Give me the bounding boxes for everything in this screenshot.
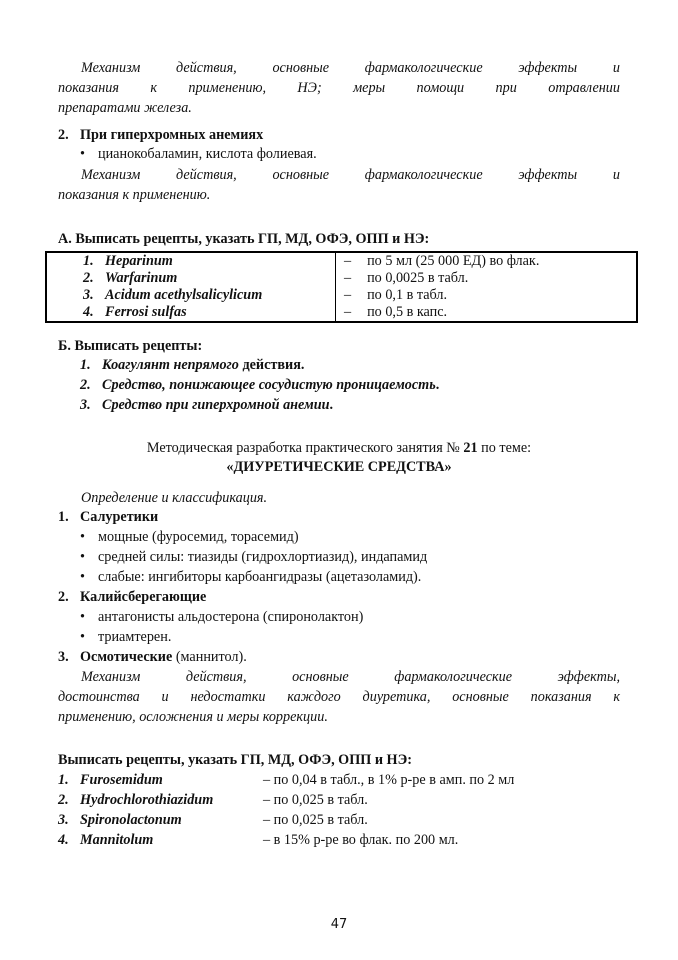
drug-form: по 5 мл (25 000 ЕД) во флак. (367, 253, 540, 269)
dash: – (344, 304, 352, 320)
heading-number: 2. (58, 127, 69, 143)
row-number: 2. (58, 792, 69, 808)
definition-line: Определение и классификация. (81, 490, 268, 506)
bullet-icon: • (80, 609, 85, 625)
list-item (80, 397, 333, 414)
drug-form: по 0,1 в табл. (367, 287, 448, 303)
intro-text: по теме: (481, 440, 532, 456)
list-item (80, 569, 421, 586)
drug-name: Heparinum (105, 253, 173, 269)
list-item (80, 609, 363, 626)
group-name: Осмотические (80, 649, 173, 665)
dash: – (344, 287, 352, 303)
lesson-number: 21 (463, 440, 478, 456)
diuretic-mechanism-paragraph (58, 667, 620, 727)
item-text: . (435, 377, 440, 393)
page-number: 47 (330, 917, 348, 932)
list-item (80, 357, 304, 374)
drug-name-cell (46, 252, 336, 270)
prescription-row (58, 812, 368, 829)
drug-form-cell (336, 270, 638, 287)
para-line: Механизм действия, основные фармакологические эффекты и (81, 167, 620, 183)
list-item-text: мощные (фуросемид, торасемид) (98, 529, 299, 545)
prescription-table (45, 251, 638, 323)
task-a-heading: А. Выписать рецепты, указать ГП, МД, ОФЭ, ОПП и НЭ: (58, 231, 430, 247)
group-heading (58, 589, 206, 606)
list-item-text: триамтерен. (98, 629, 172, 645)
list-item (80, 529, 299, 546)
table-row (46, 252, 637, 270)
row-number: 3. (83, 287, 94, 303)
row-number: 3. (58, 812, 69, 828)
list-item-text: слабые: ингибиторы карбоангидразы (ацетазоламид). (98, 569, 422, 585)
item-number: 3. (80, 397, 91, 413)
list-item-text: цианокобаламин, кислота фолиевая. (98, 146, 317, 162)
hyperchromic-heading (58, 127, 263, 144)
list-item-text: средней силы: тиазиды (гидрохлортиазид), индапамид (98, 549, 428, 565)
drug-form-cell (336, 252, 638, 270)
iron-mechanism-paragraph (58, 58, 620, 118)
dash: – (344, 270, 352, 286)
group-number: 1. (58, 509, 69, 525)
drug-form-cell (336, 287, 638, 304)
prescription-row (58, 772, 514, 789)
para-line: показания к применению. (58, 187, 211, 203)
group-number: 3. (58, 649, 69, 665)
heading-text: При гиперхромных анемиях (80, 127, 264, 143)
drug-form: по 0,0025 в табл. (367, 270, 469, 286)
para-line: препаратами железа. (58, 100, 192, 116)
group-name: Калийсберегающие (80, 589, 207, 605)
row-number: 1. (58, 772, 69, 788)
list-item-text: антагонисты альдостерона (спиронолактон) (98, 609, 364, 625)
group-suffix: (маннитол). (172, 649, 247, 665)
drug-name: Spironolactonum (80, 812, 182, 828)
prescription-row (58, 792, 368, 809)
drug-name-cell (46, 304, 336, 322)
group-heading (58, 649, 247, 666)
drug-name-cell (46, 287, 336, 304)
bullet-icon: • (80, 529, 85, 545)
drug-name: Mannitolum (80, 832, 154, 848)
drug-form-cell (336, 304, 638, 322)
dash: – (344, 253, 352, 269)
intro-text: Методическая разработка практического занятия № (146, 440, 460, 456)
row-number: 4. (83, 304, 94, 320)
row-number: 2. (83, 270, 94, 286)
list-item (80, 146, 317, 163)
group-name: Салуретики (80, 509, 159, 525)
drug-form: по 0,5 в капс. (367, 304, 448, 320)
para-line: применению, осложнения и меры коррекции. (58, 709, 328, 725)
drug-form: – в 15% р-ре во флак. по 200 мл. (263, 832, 459, 848)
group-heading (58, 509, 158, 526)
drug-form: – по 0,025 в табл. (263, 792, 368, 808)
drug-name-cell (46, 270, 336, 287)
prescription-row (58, 832, 458, 849)
bullet-icon: • (80, 569, 85, 585)
table-row (46, 304, 637, 322)
item-number: 2. (80, 377, 91, 393)
drug-form: – по 0,025 в табл. (263, 812, 368, 828)
drug-name: Ferrosi sulfas (105, 304, 187, 320)
page-title: «ДИУРЕТИЧЕСКИЕ СРЕДСТВА» (226, 459, 452, 475)
bullet-icon: • (80, 549, 85, 565)
para-line: Механизм действия, основные фармакологические эффекты и (81, 60, 620, 76)
drug-name: Furosemidum (80, 772, 163, 788)
list-item (80, 377, 439, 394)
table-row (46, 270, 637, 287)
item-text-italic: Средство, понижающее сосудистую проницаемость (102, 377, 436, 393)
para-line: показания к применению, НЭ; меры помощи при отравлении (58, 80, 620, 96)
drug-form: – по 0,04 в табл., в 1% р-ре в амп. по 2 мл (263, 772, 515, 788)
drug-name: Warfarinum (105, 270, 178, 286)
task-b-heading: Б. Выписать рецепты: (58, 338, 203, 354)
task-heading: Выписать рецепты, указать ГП, МД, ОФЭ, ОПП и НЭ: (58, 752, 412, 768)
row-number: 1. (83, 253, 94, 269)
lesson-intro (0, 440, 678, 457)
item-text: действия. (238, 357, 305, 373)
table-row (46, 287, 637, 304)
list-item (80, 629, 171, 646)
item-text-italic: Коагулянт непрямого (102, 357, 239, 373)
para-line: достоинства и недостатки каждого диуретика, основные показания к (58, 689, 620, 705)
item-text-italic: Средство при гиперхромной анемии (102, 397, 330, 413)
drug-name: Hydrochlorothiazidum (80, 792, 214, 808)
bullet-icon: • (80, 629, 85, 645)
item-text: . (329, 397, 334, 413)
group-number: 2. (58, 589, 69, 605)
list-item (80, 549, 427, 566)
drug-name: Acidum acethylsalicylicum (105, 287, 263, 303)
item-number: 1. (80, 357, 91, 373)
row-number: 4. (58, 832, 69, 848)
hyperchromic-mechanism-paragraph (58, 165, 620, 205)
bullet-icon: • (80, 146, 85, 162)
para-line: Механизм действия, основные фармакологические эффекты, (81, 669, 620, 685)
